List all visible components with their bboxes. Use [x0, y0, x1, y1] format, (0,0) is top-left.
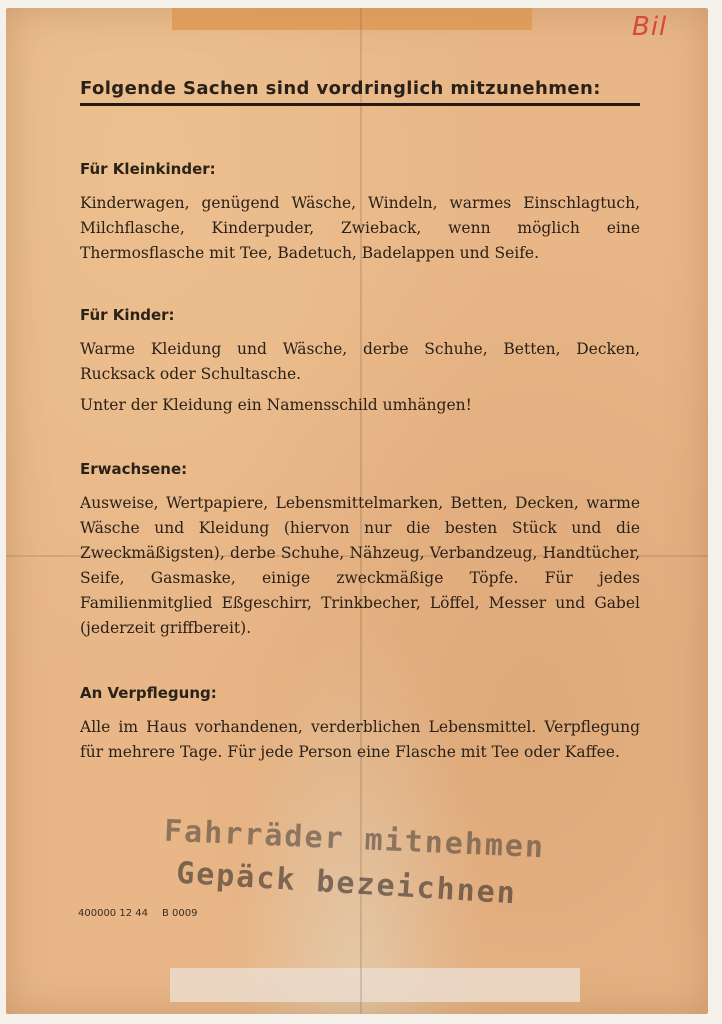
section-heading: Für Kleinkinder: [80, 160, 216, 178]
tape-strip-bottom [170, 968, 580, 1002]
section-heading: An Verpflegung: [80, 684, 217, 702]
stamp-line-2: Gepäck bezeichnen [175, 855, 518, 912]
section-text: Unter der Kleidung ein Namensschild umhängen! [80, 396, 472, 414]
page-title: Folgende Sachen sind vordringlich mitzunehmen: [80, 78, 640, 106]
section-text: Kinderwagen, genügend Wäsche, Windeln, warmes Einschlagtuch, Milchflasche, Kinderpuder, Zwieback, wenn möglich eine Thermosflasche mit Tee, Badetuch, Badelappen und Seife. [80, 194, 640, 262]
section-heading: Erwachsene: [80, 460, 188, 478]
section-text: Ausweise, Wertpapiere, Lebensmittelmarken, Betten, Decken, warme Wäsche und Kleidung (hiervon nur die besten Stück und die Zweckmäßigsten), derbe Schuhe, Nähzeug, Verbandzeug, Handtücher, Seife, Gasmaske, einige zweckmäßige Töpfe. Für jedes Familienmitglied Eßgeschirr, Trinkbecher, Löffel, Messer und Gabel (jederzeit griffbereit). [80, 494, 640, 637]
stamp-line-1: Fahrräder mitnehmen [163, 813, 546, 866]
section-kinder [80, 306, 640, 424]
section-heading: Für Kinder: [80, 306, 175, 324]
print-number: 400000 12 44 [78, 908, 148, 919]
section-kleinkinder [80, 160, 640, 272]
handwritten-corner-note: Bil [632, 12, 668, 42]
tape-strip-top [172, 8, 532, 30]
print-code [78, 908, 211, 919]
section-text: Alle im Haus vorhandenen, verderblichen Lebensmittel. Verpflegung für mehrere Tage. Für jede Person eine Flasche mit Tee oder Kaffee. [80, 718, 640, 761]
section-erwachsene [80, 460, 640, 647]
section-verpflegung [80, 684, 640, 771]
print-series: B 0009 [161, 908, 198, 919]
section-text: Warme Kleidung und Wäsche, derbe Schuhe, Betten, Decken, Rucksack oder Schultasche. [80, 340, 640, 383]
